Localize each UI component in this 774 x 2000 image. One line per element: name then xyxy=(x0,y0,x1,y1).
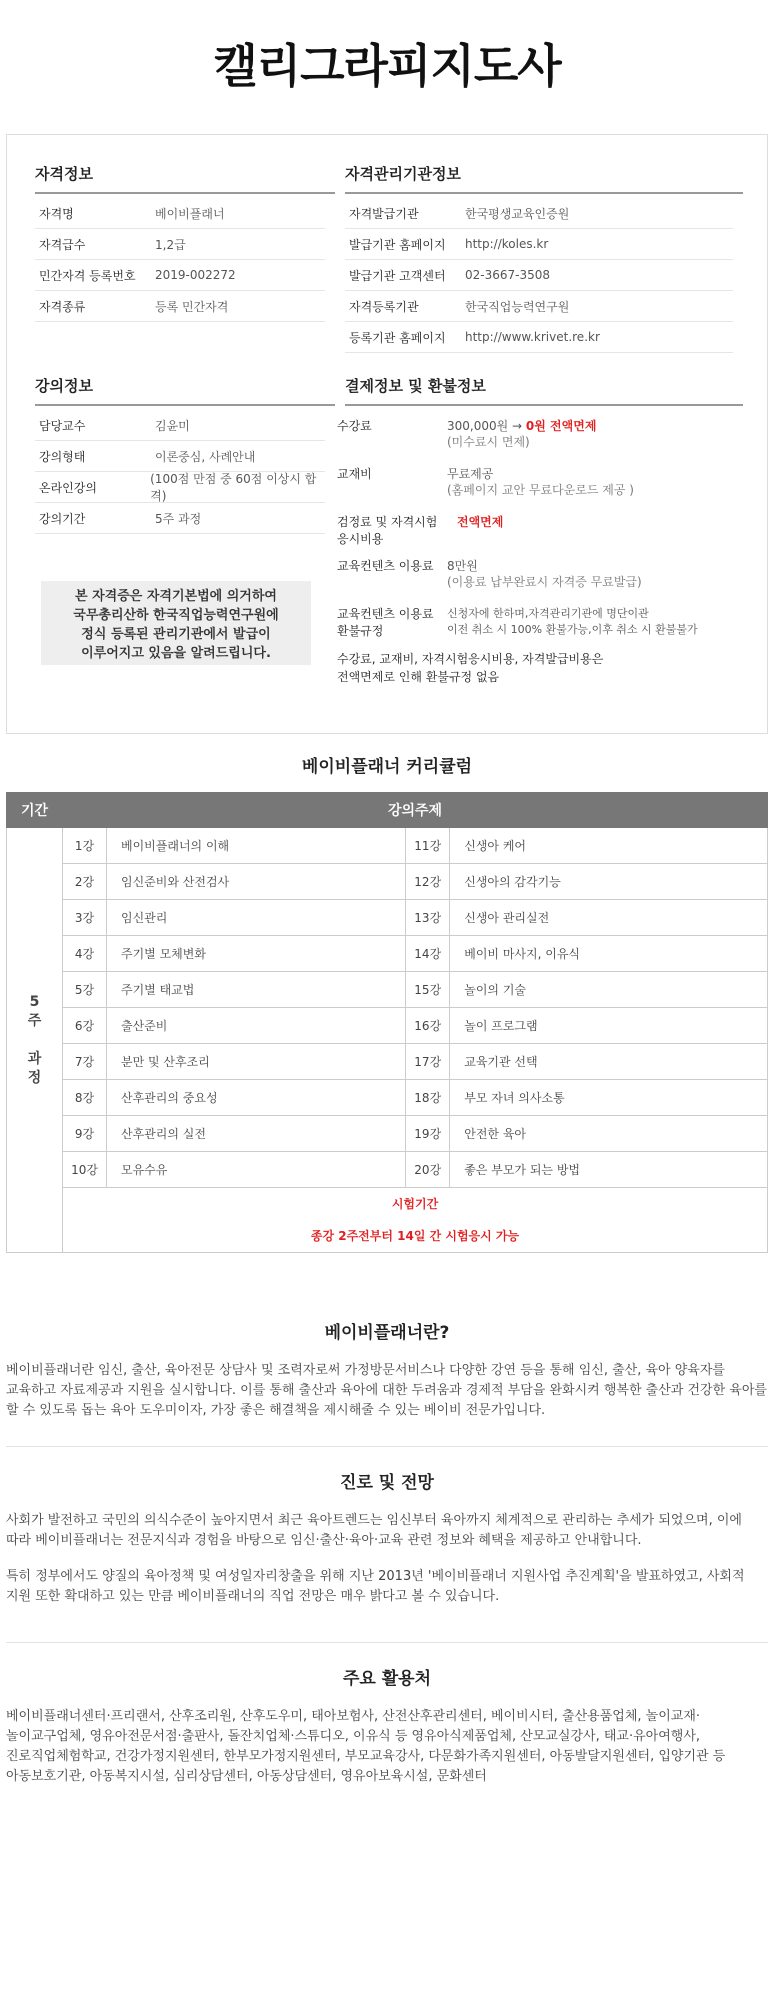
usage-body: 베이비플래너센터·프리랜서, 산후조리원, 산후도우미, 태아보험사, 산전산후관리센터, 베이비시터, 출산용품업체, 놀이교재·놀이교구업체, 영유아전문서점·출판사, 돌잔치업체·스튜디오, 이유식 등 영유아식제품업체, 산모교실강사, 태교·유아여행사, 진로직업체험학교, 건강가정지원센터, 한부모가정지원센터, 부모교육강사, 다문화가족지원센터, 아동발달지원센터, 입양기관 등 아동보호기관, 아동복지시설, 심리상담센터, 아동상담센터, 영유아보육시설, 문화센터 xyxy=(6,1709,726,1784)
lecture-no: 7강 xyxy=(63,1044,107,1080)
period-char: 과 xyxy=(27,1050,42,1067)
exam-fee-row xyxy=(337,514,757,548)
lecture-name: 교육기관 선택 xyxy=(450,1044,768,1080)
book-row xyxy=(337,466,757,498)
lecture-name: 주기별 모체변화 xyxy=(107,936,406,972)
about-body: 베이비플래너란 임신, 출산, 육아전문 상담사 및 조력자로써 가정방문서비스나 다양한 강연 등을 통해 임신, 출산, 육아 양육자를 교육하고 자료제공과 지원을 실시합니다. 이를 통해 출산과 육아에 대한 두려움과 경제적 부담을 완화시켜 행복한 출산과 건강한 육아를 할 수 있도록 돕는 육아 도우미이자, 가장 좋은 해결책을 제시해줄 수 있는 베이비 전문가입니다. xyxy=(6,1363,767,1418)
exam-fee-free: 전액면제 xyxy=(457,515,504,529)
table-row xyxy=(7,864,768,900)
lecture-name: 좋은 부모가 되는 방법 xyxy=(450,1152,768,1188)
agency-info-title: 자격관리기관정보 xyxy=(345,163,743,194)
refund-footer-line: 수강료, 교재비, 자격시험응시비용, 자격발급비용은 xyxy=(337,652,604,666)
table-row xyxy=(7,936,768,972)
cert-info-value: 등록 민간자격 xyxy=(155,299,229,314)
lecture-info-value: (100점 만점 중 60점 이상시 합격) xyxy=(150,472,317,503)
agency-info-row xyxy=(345,198,733,229)
lecture-no: 2강 xyxy=(63,864,107,900)
period-char: 정 xyxy=(27,1069,42,1086)
usage-section xyxy=(6,1664,768,1787)
cert-info-title: 자격정보 xyxy=(35,163,335,194)
lecture-no: 5강 xyxy=(63,972,107,1008)
agency-info-value: 한국평생교육인증원 xyxy=(465,206,570,221)
lecture-name: 베이비플래너의 이해 xyxy=(107,828,406,864)
lecture-no: 3강 xyxy=(63,900,107,936)
lecture-name: 모유수유 xyxy=(107,1152,406,1188)
lecture-name: 임신관리 xyxy=(107,900,406,936)
agency-info-key: 자격발급기관 xyxy=(349,206,419,221)
col-period-header: 기간 xyxy=(7,793,63,828)
cert-info-row xyxy=(35,198,325,229)
notice-box xyxy=(41,581,311,665)
agency-info-key: 자격등록기관 xyxy=(349,299,419,314)
exam-desc: 종강 2주전부터 14일 간 시험응시 가능 xyxy=(310,1229,520,1243)
lecture-info-value: 김윤미 xyxy=(155,418,190,433)
col-topic-header: 강의주제 xyxy=(63,793,768,828)
curriculum-table xyxy=(6,792,768,1253)
refund-label: 교육컨텐츠 이용료 xyxy=(337,607,434,621)
lecture-name: 주기별 태교법 xyxy=(107,972,406,1008)
lecture-no: 17강 xyxy=(406,1044,450,1080)
agency-info-row xyxy=(345,322,733,353)
lecture-no: 15강 xyxy=(406,972,450,1008)
fee-free: 0원 전액면제 xyxy=(525,419,597,433)
fee-value: 300,000원 → xyxy=(447,419,523,433)
agency-info-row xyxy=(345,260,733,291)
period-char: 5 xyxy=(29,993,40,1010)
lecture-name: 산후관리의 중요성 xyxy=(107,1080,406,1116)
content-fee-label: 교육컨텐츠 이용료 xyxy=(337,559,434,573)
agency-info-value: 02-3667-3508 xyxy=(465,268,551,282)
cert-info-value: 베이비플래너 xyxy=(155,206,225,221)
about-title: 베이비플래너란? xyxy=(324,1323,450,1343)
lecture-info-key: 온라인강의 xyxy=(39,480,97,495)
table-row xyxy=(7,828,768,864)
lecture-no: 10강 xyxy=(63,1152,107,1188)
cert-info-value: 1,2급 xyxy=(155,237,186,252)
exam-title: 시험기간 xyxy=(391,1197,439,1211)
lecture-info-row xyxy=(35,472,325,503)
outlook-body-1: 사회가 발전하고 국민의 의식수준이 높아지면서 최근 육아트렌드는 임신부터 육아까지 체계적으로 관리하는 추세가 되었으며, 이에 따라 베이비플래너는 전문지식과 경험을 바탕으로 임신·출산·육아·교육 관련 정보와 혜택을 제공하고 안내합니다. xyxy=(6,1513,742,1548)
lecture-name: 안전한 육아 xyxy=(450,1116,768,1152)
period-cell xyxy=(7,828,63,1253)
cert-info-key: 자격명 xyxy=(39,206,74,221)
table-row xyxy=(7,1008,768,1044)
refund-label-2: 환불규정 xyxy=(337,624,384,638)
page-title: 캘리그라피지도사 xyxy=(213,39,561,93)
exam-fee-label-2: 응시비용 xyxy=(337,532,384,546)
lecture-name: 베이비 마사지, 이유식 xyxy=(450,936,768,972)
lecture-info-key: 담당교수 xyxy=(39,418,86,433)
table-row xyxy=(7,972,768,1008)
lecture-name: 놀이의 기술 xyxy=(450,972,768,1008)
refund-row xyxy=(337,606,757,640)
payment-info-title: 결제정보 및 환불정보 xyxy=(345,375,743,406)
lecture-name: 산후관리의 실전 xyxy=(107,1116,406,1152)
lecture-no: 11강 xyxy=(406,828,450,864)
notice-line: 국무총리산하 한국직업능력연구원에 xyxy=(73,608,279,623)
lecture-name: 신생아 관리실전 xyxy=(450,900,768,936)
exam-row xyxy=(7,1188,768,1253)
table-row xyxy=(7,1152,768,1188)
lecture-info-value: 5주 과정 xyxy=(155,511,202,526)
lecture-no: 14강 xyxy=(406,936,450,972)
lecture-info-row xyxy=(35,410,325,441)
notice-line: 본 자격증은 자격기본법에 의거하여 xyxy=(75,589,277,604)
notice-line: 이루어지고 있음을 알려드립니다. xyxy=(81,646,271,661)
agency-info-value: http://www.krivet.re.kr xyxy=(465,330,600,344)
lecture-no: 1강 xyxy=(63,828,107,864)
cert-info-section xyxy=(35,163,335,322)
agency-info-key: 등록기관 홈페이지 xyxy=(349,330,446,345)
book-value: 무료제공 xyxy=(447,467,494,481)
lecture-info-key: 강의기간 xyxy=(39,511,86,526)
cert-info-row xyxy=(35,291,325,322)
payment-info-section xyxy=(337,375,757,686)
lecture-info-row xyxy=(35,441,325,472)
book-label: 교재비 xyxy=(337,467,372,481)
lecture-name: 신생아의 감각기능 xyxy=(450,864,768,900)
lecture-name: 놀이 프로그램 xyxy=(450,1008,768,1044)
cert-info-key: 자격급수 xyxy=(39,237,86,252)
lecture-no: 16강 xyxy=(406,1008,450,1044)
cert-info-value: 2019-002272 xyxy=(155,268,236,282)
divider xyxy=(6,1642,768,1643)
table-row xyxy=(7,900,768,936)
agency-info-value: http://koles.kr xyxy=(465,237,549,251)
agency-info-key: 발급기관 홈페이지 xyxy=(349,237,446,252)
table-row xyxy=(7,1080,768,1116)
refund-line: 이전 취소 시 100% 환불가능,이후 취소 시 환불불가 xyxy=(447,623,698,636)
lecture-info-value: 이론중심, 사례안내 xyxy=(155,449,256,464)
agency-info-key: 발급기관 고객센터 xyxy=(349,268,446,283)
lecture-info-key: 강의형태 xyxy=(39,449,86,464)
info-box xyxy=(6,134,768,734)
lecture-name: 분만 및 산후조리 xyxy=(107,1044,406,1080)
content-fee-value: 8만원 xyxy=(447,559,478,573)
lecture-info-title: 강의정보 xyxy=(35,375,335,406)
lecture-no: 9강 xyxy=(63,1116,107,1152)
period-char: 주 xyxy=(27,1012,42,1029)
lecture-no: 8강 xyxy=(63,1080,107,1116)
cert-info-row xyxy=(35,260,325,291)
fee-sub: (미수료시 면제) xyxy=(447,435,530,449)
lecture-no: 13강 xyxy=(406,900,450,936)
divider xyxy=(6,1446,768,1447)
outlook-section xyxy=(6,1468,768,1607)
book-sub: (홈페이지 교안 무료다운로드 제공 ) xyxy=(447,483,634,497)
notice-line: 정식 등록된 관리기관에서 발급이 xyxy=(81,627,271,642)
cert-info-key: 민간자격 등록번호 xyxy=(39,268,136,283)
outlook-body-2: 특히 정부에서도 양질의 육아정책 및 여성일자리창출을 위해 지난 2013년 '베이비플래너 지원사업 추진계획'을 발표하였고, 사회적 지원 또한 확대하고 있는 만큼 베이비플래너의 직업 전망은 매우 밝다고 볼 수 있습니다. xyxy=(6,1569,745,1604)
lecture-no: 18강 xyxy=(406,1080,450,1116)
refund-footer xyxy=(337,650,757,686)
lecture-no: 6강 xyxy=(63,1008,107,1044)
usage-title: 주요 활용처 xyxy=(342,1669,432,1689)
cert-info-key: 자격종류 xyxy=(39,299,86,314)
lecture-no: 20강 xyxy=(406,1152,450,1188)
agency-info-section xyxy=(345,163,743,353)
table-row xyxy=(7,1044,768,1080)
refund-footer-line: 전액면제로 인해 환불규정 없음 xyxy=(337,670,500,684)
fee-row xyxy=(337,418,757,450)
agency-info-row xyxy=(345,229,733,260)
lecture-no: 12강 xyxy=(406,864,450,900)
lecture-name: 출산준비 xyxy=(107,1008,406,1044)
agency-info-value: 한국직업능력연구원 xyxy=(465,299,570,314)
lecture-name: 신생아 케어 xyxy=(450,828,768,864)
lecture-info-section xyxy=(35,375,335,534)
agency-info-row xyxy=(345,291,733,322)
lecture-no: 19강 xyxy=(406,1116,450,1152)
period-char xyxy=(7,1031,62,1050)
table-row xyxy=(7,1116,768,1152)
refund-line: 신청자에 한하며,자격관리기관에 명단이관 xyxy=(447,607,649,620)
curriculum-title: 베이비플래너 커리큘럼 xyxy=(301,757,473,777)
exam-cell xyxy=(63,1188,768,1253)
fee-label: 수강료 xyxy=(337,419,372,433)
lecture-no: 4강 xyxy=(63,936,107,972)
content-fee-sub: (이용료 납부완료시 자격증 무료발급) xyxy=(447,575,642,589)
outlook-title: 진로 및 전망 xyxy=(340,1473,434,1493)
lecture-info-row xyxy=(35,503,325,534)
lecture-name: 임신준비와 산전검사 xyxy=(107,864,406,900)
exam-fee-label: 검정료 및 자격시험 xyxy=(337,515,438,529)
lecture-name: 부모 자녀 의사소통 xyxy=(450,1080,768,1116)
content-fee-row xyxy=(337,558,757,590)
about-section xyxy=(6,1318,768,1421)
cert-info-row xyxy=(35,229,325,260)
